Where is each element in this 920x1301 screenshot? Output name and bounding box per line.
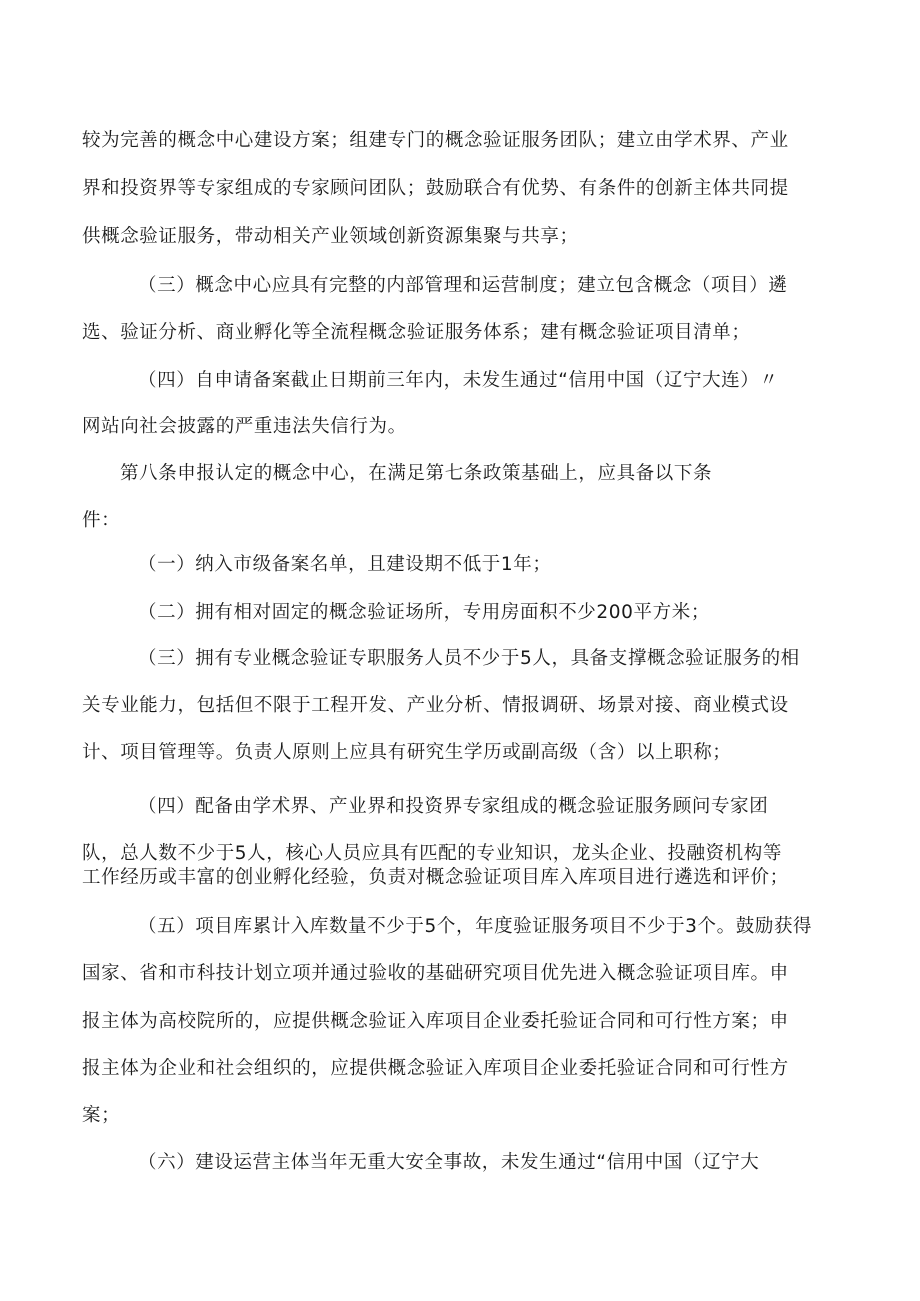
text-line: 件：	[82, 510, 121, 531]
text-line: 较为完善的概念中心建设方案；组建专门的概念验证服务团队；建立由学术界、产业	[82, 130, 789, 151]
text-line: 界和投资界等专家组成的专家顾问团队；鼓励联合有优势、有条件的创新主体共同提	[82, 178, 789, 199]
text-line: （二）拥有相对固定的概念验证场所，专用房面积不少200平方米；	[138, 602, 710, 623]
article-heading-line: 第八条申报认定的概念中心，在满足第七条政策基础上，应具备以下条	[120, 463, 713, 484]
text-line: （三）概念中心应具有完整的内部管理和运营制度；建立包含概念（项目）遴	[138, 275, 788, 296]
text-line: （五）项目库累计入库数量不少于5个，年度验证服务项目不少于3个。鼓励获得	[138, 916, 813, 937]
text-line: 网站向社会披露的严重违法失信行为。	[82, 416, 407, 437]
text-line: （四）自申请备案截止日期前三年内，未发生通过“信用中国（辽宁大连）〃	[138, 370, 779, 391]
text-line: 案；	[82, 1105, 121, 1126]
text-line: 供概念验证服务，带动相关产业领域创新资源集聚与共享；	[82, 226, 579, 247]
text-line: 报主体为高校院所的，应提供概念验证入库项目企业委托验证合同和可行性方案；申	[82, 1011, 789, 1032]
text-line: （一）纳入市级备案名单，且建设期不低于1年；	[138, 554, 552, 575]
text-line: （三）拥有专业概念验证专职服务人员不少于5人，具备支撑概念验证服务的相	[138, 648, 800, 669]
text-line: 工作经历或丰富的创业孵化经验，负责对概念验证项目库入库项目进行遴选和评价；	[82, 867, 789, 888]
text-line: 选、验证分析、商业孵化等全流程概念验证服务体系；建有概念验证项目清单；	[82, 322, 751, 343]
text-line: 队，总人数不少于5人，核心人员应具有匹配的专业知识，龙头企业、投融资机构等	[82, 843, 782, 864]
text-line: 报主体为企业和社会组织的，应提供概念验证入库项目企业委托验证合同和可行性方	[82, 1058, 789, 1079]
text-line: 计、项目管理等。负责人原则上应具有研究生学历或副高级（含）以上职称；	[82, 742, 732, 763]
text-line: 国家、省和市科技计划立项并通过验收的基础研究项目优先进入概念验证项目库。申	[82, 963, 789, 984]
text-line: 关专业能力，包括但不限于工程开发、产业分析、情报调研、场景对接、商业模式设	[82, 695, 789, 716]
text-line: （六）建设运营主体当年无重大安全事故，未发生通过“信用中国（辽宁大	[138, 1152, 760, 1173]
text-line: （四）配备由学术界、产业界和投资界专家组成的概念验证服务顾问专家团	[138, 796, 769, 817]
